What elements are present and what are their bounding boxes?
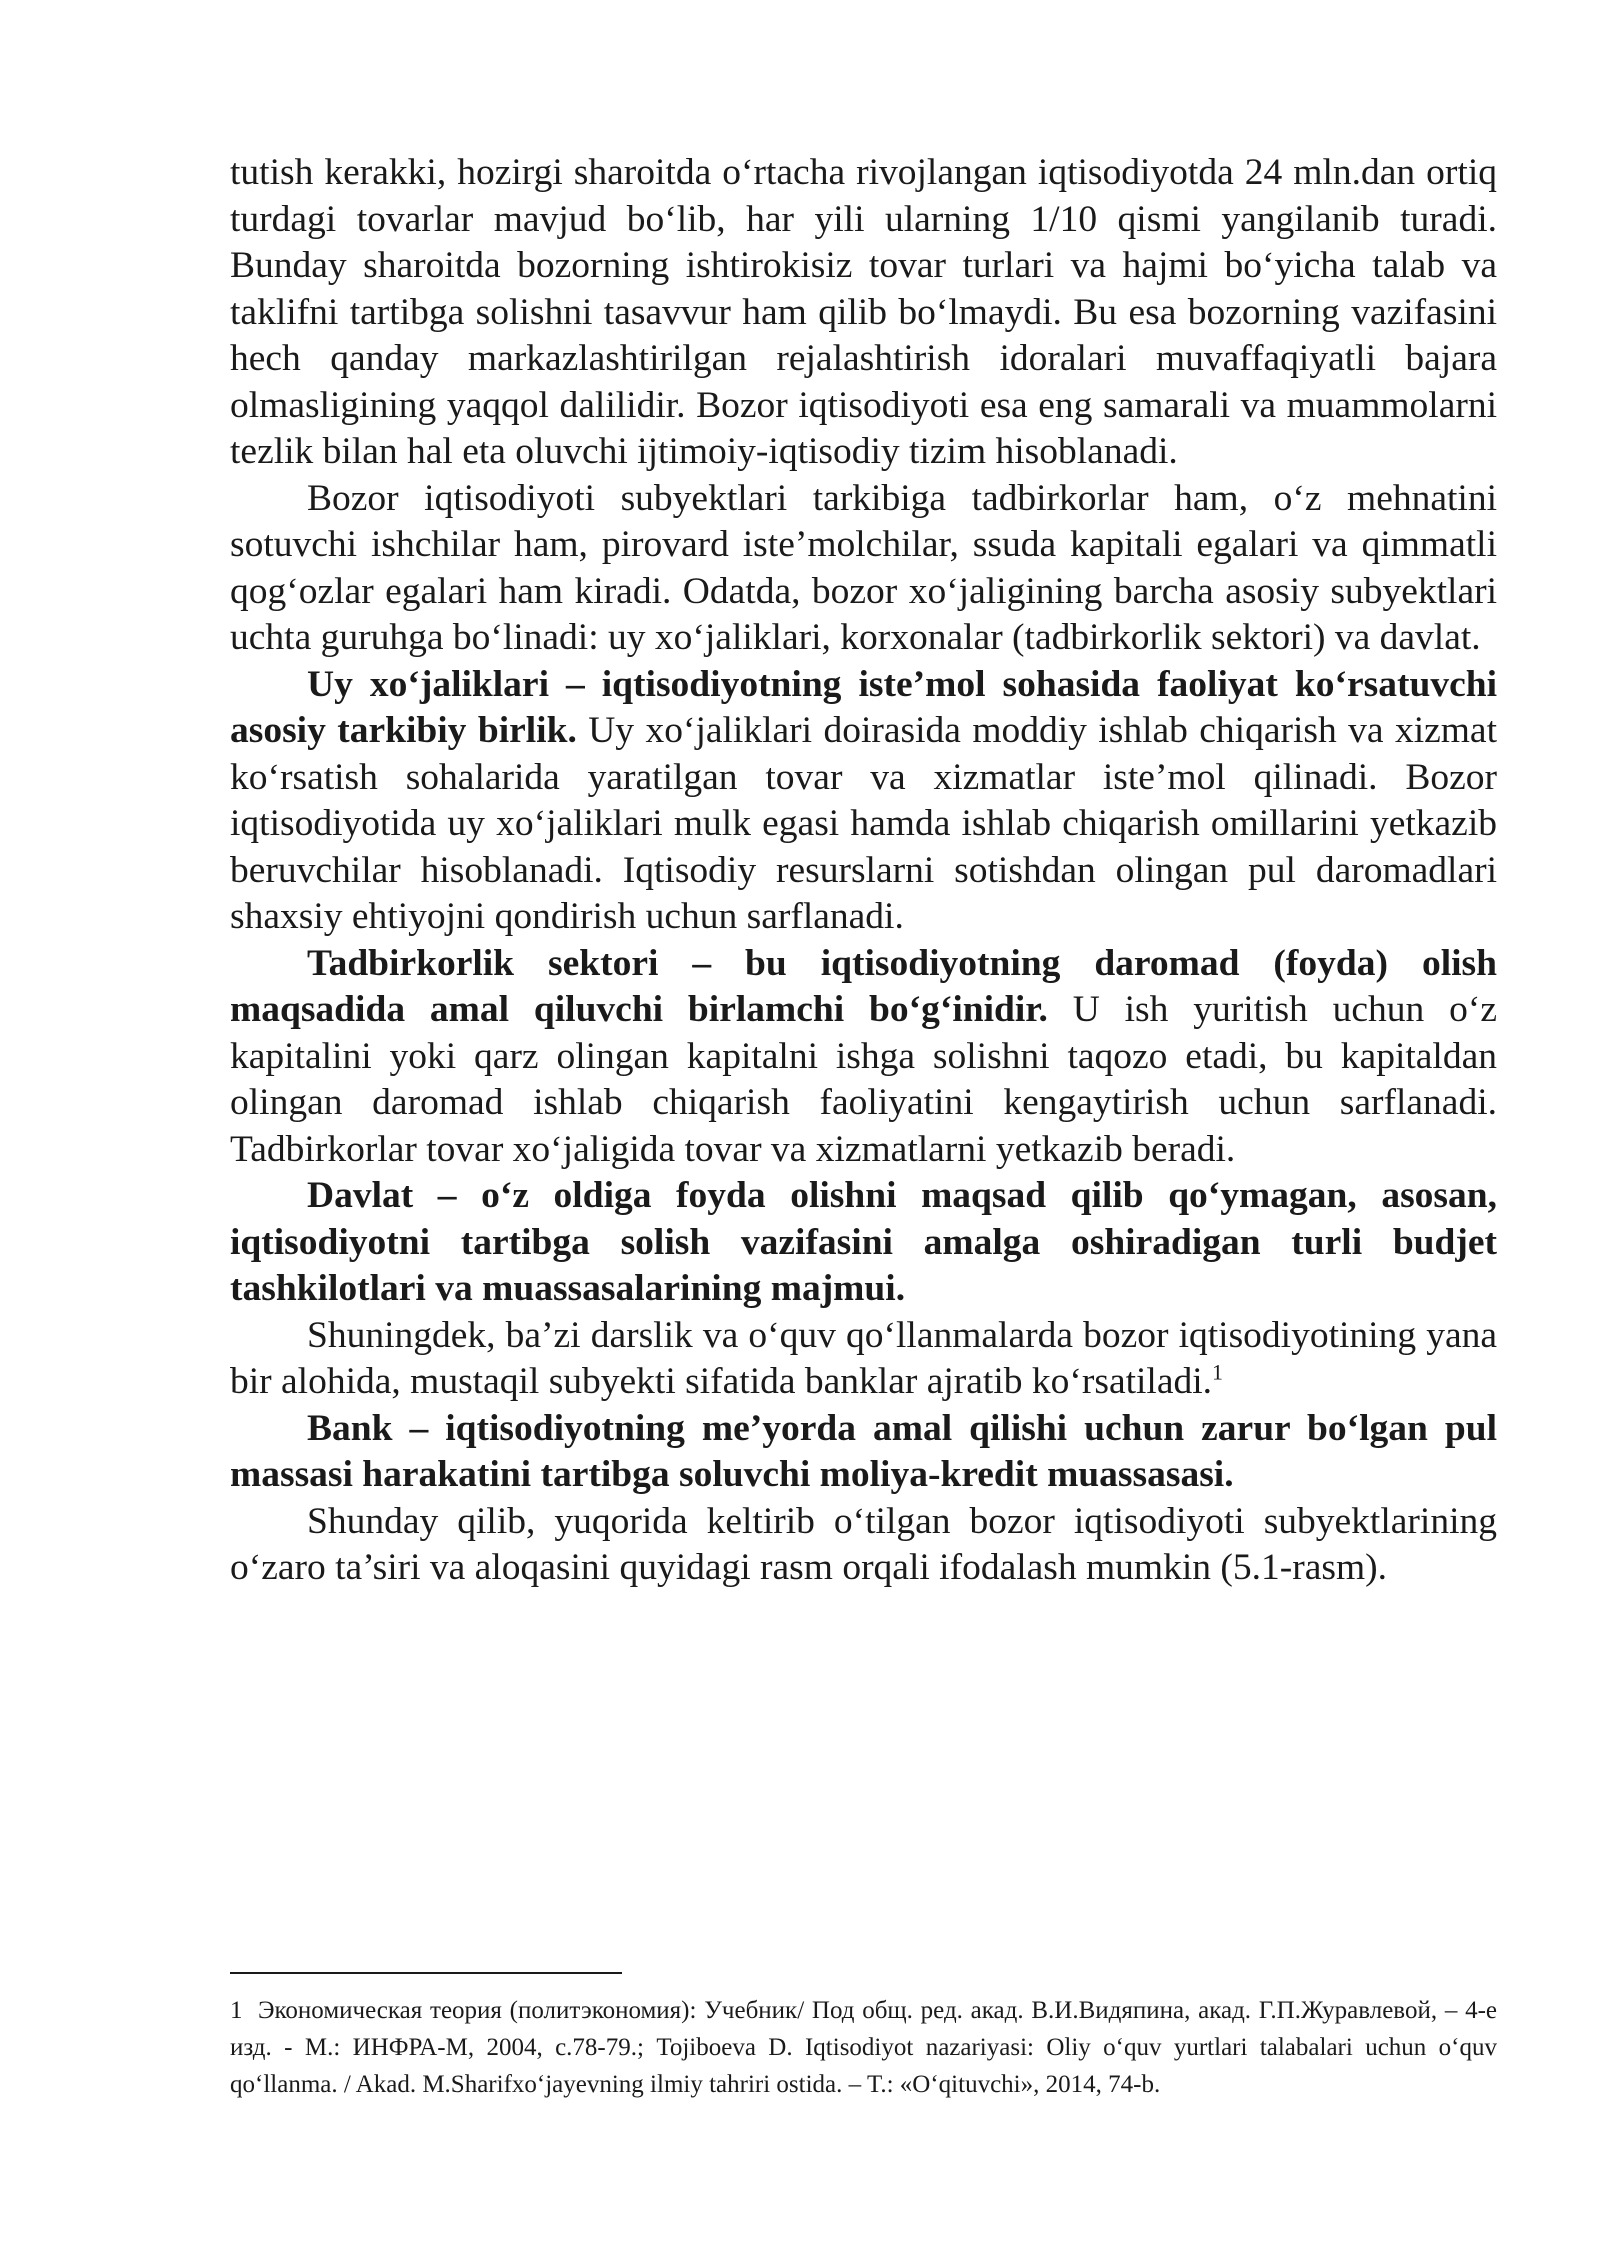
paragraph-text: Uy xo‘jaliklari doirasida moddiy ishlab chiqarish va xizmat ko‘rsatish sohalarida yaratilgan tovar va xizmatlar iste’mol qilinadi. Bozor iqtisodiyotida uy xo‘jaliklari mulk egasi hamda ishlab chiqarish omillarini yetkazib beruvchilar hisoblanadi. Iqtisodiy resurslarni sotishdan olingan pul daromadlari shaxsiy ehtiyojni qondirish uchun sarflanadi. — [230, 710, 1497, 937]
paragraph — [230, 1173, 1497, 1313]
paragraph-text: U ish yuritish uchun o‘z kapitalini yoki qarz olingan kapitalni ishga solishni taqozo etadi, bu kapitaldan olingan daromad ishlab chiqarish faoliyatini kengaytirish uchun sarflanadi. Tadbirkorlar tovar xo‘jaligida tovar va xizmatlarni yetkazib beradi. — [230, 989, 1497, 1170]
paragraph-text: Shunday qilib, yuqorida keltirib o‘tilgan bozor iqtisodiyoti subyektlarining o‘zaro ta’siri va aloqasini quyidagi rasm orqali ifodalash mumkin (5.1-rasm). — [230, 1500, 1497, 1588]
footnote-text: Экономическая теория (политэкономия): Учебник/ Под общ. ред. акад. В.И.Видяпина, акад. Г.П.Журавлевой, – 4-е изд. - М.: ИНФРА-М, 2004, с.78-79.; Tojiboeva D. Iqtisodiyot nazariyasi: Oliy o‘quv yurtlari talabalari uchun o‘quv qo‘llanma. / Akad. M.Sharifxo‘jayevning ilmiy tahriri ostida. – T.: «O‘qituvchi», 2014, 74-b. — [230, 1997, 1498, 2098]
paragraph-text: tutish kerakki, hozirgi sharoitda o‘rtacha rivojlangan iqtisodiyotda 24 mln.dan ortiq turdagi tovarlar mavjud bo‘lib, har yili ularning 1/10 qismi yangilanib turadi. Bunday sharoitda bozorning ishtirokisiz tovar turlari va hajmi bo‘yicha talab va taklifni tartibga solishni tasavvur ham qilib bo‘lmaydi. Bu esa bozorning vazifasini hech qanday markazlashtirilgan rejalashtirish idoralari muvaffaqiyatli bajara olmasligining yaqqol dalilidir. Bozor iqtisodiyoti esa eng samarali va muammolarni tezlik bilan hal eta oluvchi ijtimoiy-iqtisodiy tizim hisoblanadi. — [230, 152, 1497, 472]
definition-term: Uy xo‘jaliklari – iqtisodiyotning iste’mol sohasida faoliyat ko‘rsatuvchi asosiy tarkibiy birlik. — [230, 663, 1497, 751]
paragraph — [230, 476, 1497, 662]
paragraph-text: Bozor iqtisodiyoti subyektlari tarkibiga tadbirkorlar ham, o‘z mehnatini sotuvchi ishchilar ham, pirovard iste’molchilar, ssuda kapitali egalari va qimmatli qog‘ozlar egalari ham kiradi. Odatda, bozor xo‘jaligining barcha asosiy subyektlari uchta guruhga bo‘linadi: uy xo‘jaliklari, korxonalar (tadbirkorlik sektori) va davlat. — [230, 477, 1497, 658]
definition-term: Tadbirkorlik sektori – bu iqtisodiyotning daromad (foyda) olish maqsadida amal qiluvchi birlamchi bo‘g‘inidir. — [230, 942, 1497, 1030]
paragraph-text: Shuningdek, ba’zi darslik va o‘quv qo‘llanmalarda bozor iqtisodiyotining yana bir alohida, mustaqil subyekti sifatida banklar ajratib ko‘rsatiladi. — [230, 1314, 1497, 1402]
paragraph — [230, 1499, 1497, 1592]
definition-term: Bank – iqtisodiyotning me’yorda amal qilishi uchun zarur bo‘lgan pul massasi harakatini tartibga soluvchi moliya-kredit muassasasi. — [230, 1407, 1497, 1495]
paragraph — [230, 1313, 1497, 1406]
footnote-divider — [230, 1972, 622, 1974]
footnote-reference[interactable]: 1 — [1212, 1359, 1224, 1385]
footnote-number: 1 — [230, 1997, 243, 2024]
paragraph — [230, 941, 1497, 1174]
paragraph — [230, 1406, 1497, 1499]
paragraph — [230, 150, 1497, 476]
document-body — [230, 150, 1497, 1592]
footnote — [230, 1992, 1497, 2103]
paragraph — [230, 662, 1497, 941]
definition-term: Davlat – o‘z oldiga foyda olishni maqsad qilib qo‘ymagan, asosan, iqtisodiyotni tartibga solish vazifasini amalga oshiradigan turli budjet tashkilotlari va muassasalarining majmui. — [230, 1175, 1497, 1309]
